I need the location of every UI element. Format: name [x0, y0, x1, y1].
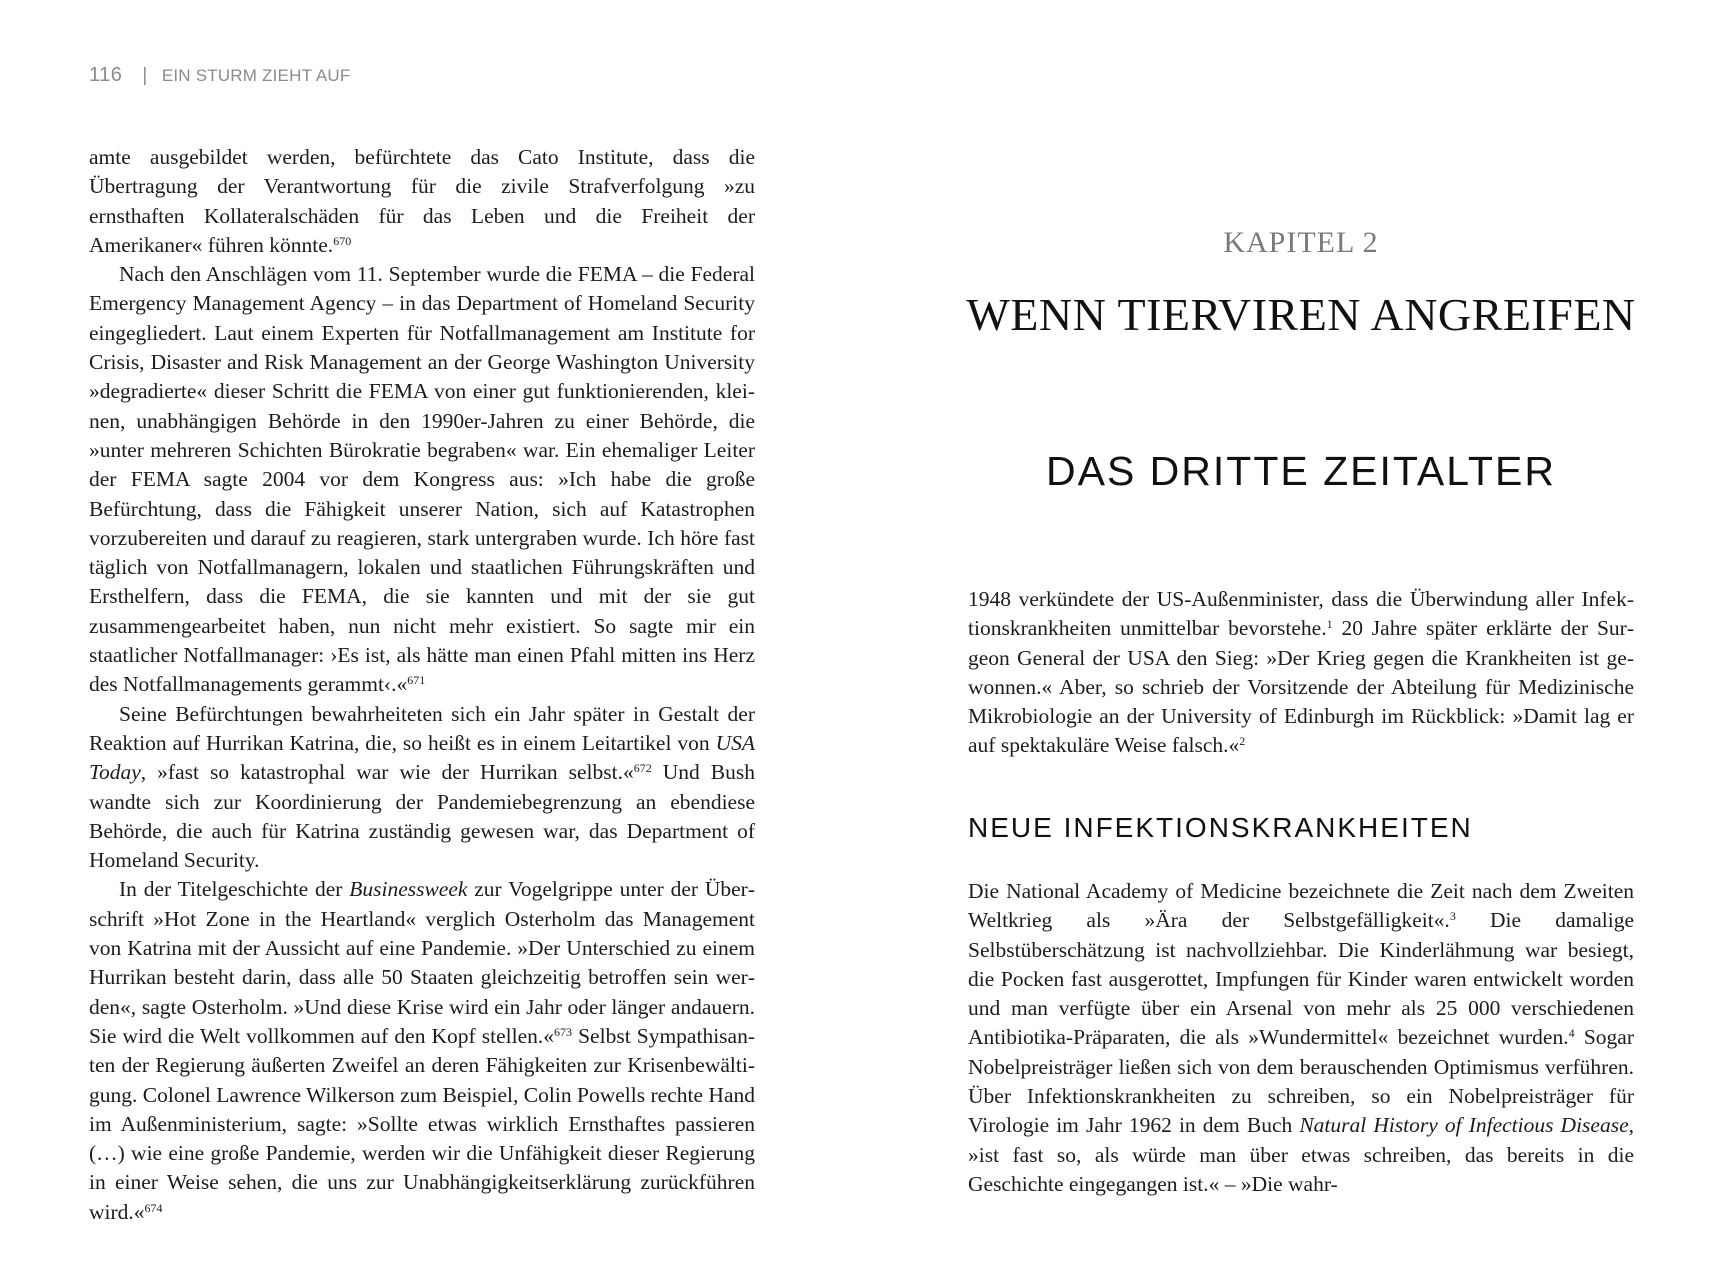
- paragraph: Die National Academy of Medicine bezeichnete die Zeit nach dem Zweiten Weltkrieg als »Ära der Selbstgefälligkeit«.$^3$ Die damalige Selbstüberschätzung ist nachvollziehbar. Die Kinderlähmung war besiegt, die Pocken fast ausgerottet, Impfungen für Kinder waren entwickelt worden und man verfügte über ein Arsenal von mehr als 25 000 verschiedenen Antibiotika-Präparaten, die als »Wundermittel« bezeichnet wurden.$^4$ Sogar Nobelpreisträger ließen sich von dem berauschenden Optimismus verführen. Über Infektionskrankheiten zu schreiben, so ein Nobelpreisträger für Virologie im Jahr 1962 in dem Buch Natural History of Infectious Disease, »ist fast so, als würde man über etwas schreiben, das bereits in die Geschichte eingegangen ist.« – »Die wahr-: [968, 879, 1635, 1196]
- left-page-body: [89, 143, 755, 1227]
- footnote-ref: 674: [144, 1200, 163, 1215]
- running-title: EIN STURM ZIEHT AUF: [161, 66, 351, 85]
- paragraph: Nach den Anschlägen vom 11. September wurde die FEMA – die Federal Emergency Management Agency – in das Department of Homeland Security eingegliedert. Laut einem Experten für Notfallmanagement am Institute for Crisis, Disaster and Risk Management an der George Washington University »degradierte« dieser Schritt die FEMA von einer gut funktionierenden, kleinen, unabhängigen Behörde in den 1990er-Jahren zu einer Behörde, die »unter mehreren Schichten Bürokratie begraben« war. Ein ehemaliger Leiter der FEMA sagte 2004 vor dem Kongress aus: »Ich habe die große Befürchtung, dass die Fähigkeit unserer Nation, sich auf Katastrophen vorzubereiten und darauf zu reagieren, stark untergraben wurde. Ich höre fast täglich von Notfallmanagern, lokalen und staatlichen Führungskräften und Ersthelfern, dass die FEMA, die sie kannten und mit der sie gut zusammengearbeitet haben, nun nicht mehr existiert. So sagte mir ein staatlicher Notfallmanager: ›Es ist, als hätte man einen Pfahl mitten ins Herz des Notfallmanagements gerammt‹.«$^{671}$: [89, 262, 755, 697]
- footnote-ref: 672: [633, 761, 652, 776]
- section-title: DAS DRITTE ZEITALTER: [1045, 448, 1557, 494]
- book-title: Natural History of Infectious Disease: [1299, 1113, 1629, 1138]
- right-page-body: [968, 877, 1634, 1199]
- footnote-ref: 1: [1326, 617, 1333, 632]
- footnote-ref: 673: [554, 1024, 573, 1039]
- footnote-ref: 4: [1568, 1026, 1575, 1041]
- paragraph: amte ausgebildet werden, befürchtete das Cato Institute, dass die Übertragung der Verantwortung für die zivile Strafverfolgung »zu ernsthaften Kollateralschäden für das Leben und die Freiheit der Amerikaner« führen könnte.$^{670}$: [89, 145, 755, 257]
- chapter-title: WENN TIERVIREN ANGREIFEN: [966, 289, 1636, 340]
- paragraph: 1948 verkündete der US-Außenminister, dass die Überwindung aller Infektionskrankheiten unmittelbar bevorstehe.$^1$ 20 Jahre später erklärte der Surgeon General der USA den Sieg: »Der Krieg gegen die Krankheiten ist gewonnen.« Aber, so schrieb der Vorsitzende der Abteilung für Medizinische Mikrobiologie an der University of Edinburgh im Rückblick: »Damit lag er auf spektakuläre Weise falsch.«$^2$: [968, 587, 1634, 758]
- header-separator: |: [142, 65, 148, 86]
- subsection-title: NEUE INFEKTIONSKRANKHEITEN: [968, 812, 1473, 843]
- right-page-intro: [968, 585, 1634, 761]
- paragraph: In der Titelgeschichte der Businessweek zur Vogelgrippe unter der Überschrift »Hot Zone in the Heartland« verglich Osterholm das Management von Katrina mit der Aussicht auf eine Pandemie. »Der Unterschied zu einem Hurrikan besteht darin, dass alle 50 Staaten gleichzeitig betroffen sein werden«, sagte Osterholm. »Und diese Krise wird ein Jahr oder länger andauern. Sie wird die Welt vollkommen auf den Kopf stellen.«$^{673}$ Selbst Sympathisanten der Regierung äußerten Zweifel an deren Fähigkeiten zur Krisenbewältigung. Colonel Lawrence Wilkerson zum Beispiel, Colin Powells rechte Hand im Außenministerium, sagte: »Sollte etwas wirklich Ernsthaftes passieren (…) wie eine große Pandemie, werden wir die Unfähigkeit dieser Regierung in einer Weise sehen, die uns zur Unabhängigkeitserklärung zurückführen wird.«$^{674}$: [89, 877, 755, 1224]
- paragraph: Seine Befürchtungen bewahrheiteten sich ein Jahr später in Gestalt der Reaktion auf Hurrikan Katrina, die, so heißt es in einem Leitartikel von USA Today, »fast so katastrophal war wie der Hurrikan selbst.«$^{672}$ Und Bush wandte sich zur Koordinierung der Pandemiebegrenzung an ebendiese Behörde, die auch für Katrina zuständig gewesen war, das Department of Homeland Security.: [89, 701, 756, 873]
- publication-title: USA Today: [89, 730, 755, 785]
- footnote-ref: 671: [407, 673, 426, 688]
- publication-title: Businessweek: [349, 877, 468, 902]
- footnote-ref: 670: [333, 233, 352, 248]
- footnote-ref: 3: [1449, 909, 1456, 924]
- running-header: [89, 64, 350, 87]
- chapter-label: KAPITEL 2: [1223, 226, 1379, 259]
- footnote-ref: 2: [1239, 734, 1246, 749]
- page-number: 116: [89, 64, 123, 86]
